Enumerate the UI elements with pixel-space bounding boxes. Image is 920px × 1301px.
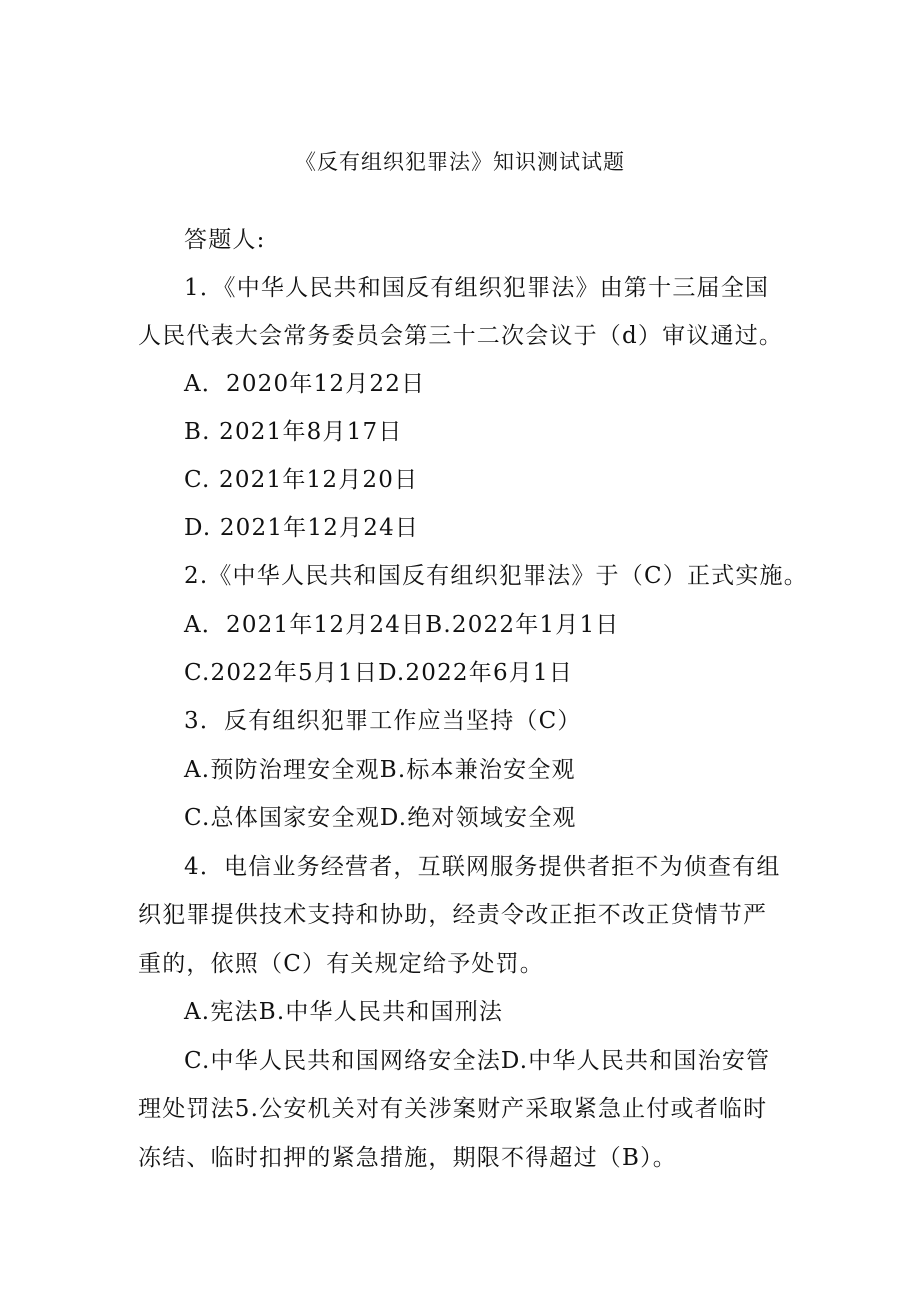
question-4-options-ab: A.宪法B.中华人民共和国刑法 [184, 999, 504, 1025]
respondent-label: 答题人: [184, 227, 266, 253]
question-1-option-a: A．2020年12月22日 [184, 371, 426, 397]
question-4-line-3: 重的，依照（C）有关规定给予处罚。 [138, 951, 544, 977]
question-1-option-d: D. 2021年12月24日 [184, 515, 420, 541]
question-3-line: 3．反有组织犯罪工作应当坚持（C） [184, 708, 582, 734]
question-2-options-ab: A．2021年12月24日B.2022年1月1日 [184, 612, 620, 638]
question-1-line-1: 1．《中华人民共和国反有组织犯罪法》由第十三届全国 [184, 275, 770, 301]
question-1-line-2: 人民代表大会常务委员会第三十二次会议于（d）审议通过。 [138, 323, 784, 349]
question-3-options-cd: C.总体国家安全观D.绝对领域安全观 [184, 805, 577, 831]
document-title: 《反有组织犯罪法》知识测试试题 [295, 150, 625, 174]
question-2-line: 2.《中华人民共和国反有组织犯罪法》于（C）正式实施。 [184, 563, 808, 589]
question-4-options-cd: C.中华人民共和国网络安全法D.中华人民共和国治安管 [184, 1048, 771, 1074]
question-1-option-b: B. 2021年8月17日 [184, 419, 403, 445]
question-5-line-2: 冻结、临时扣押的紧急措施，期限不得超过（B）。 [138, 1145, 678, 1171]
question-4-line-1: 4．电信业务经营者，互联网服务提供者拒不为侦查有组 [184, 854, 781, 880]
question-4-line-2: 织犯罪提供技术支持和协助，经责令改正拒不改正贷情节严 [138, 902, 768, 928]
question-2-options-cd: C.2022年5月1日D.2022年6月1日 [184, 660, 574, 686]
question-3-options-ab: A.预防治理安全观B.标本兼治安全观 [184, 757, 576, 783]
question-5-line-1: 理处罚法5.公安机关对有关涉案财产采取紧急止付或者临时 [138, 1096, 768, 1122]
question-1-option-c: C. 2021年12月20日 [184, 467, 419, 493]
